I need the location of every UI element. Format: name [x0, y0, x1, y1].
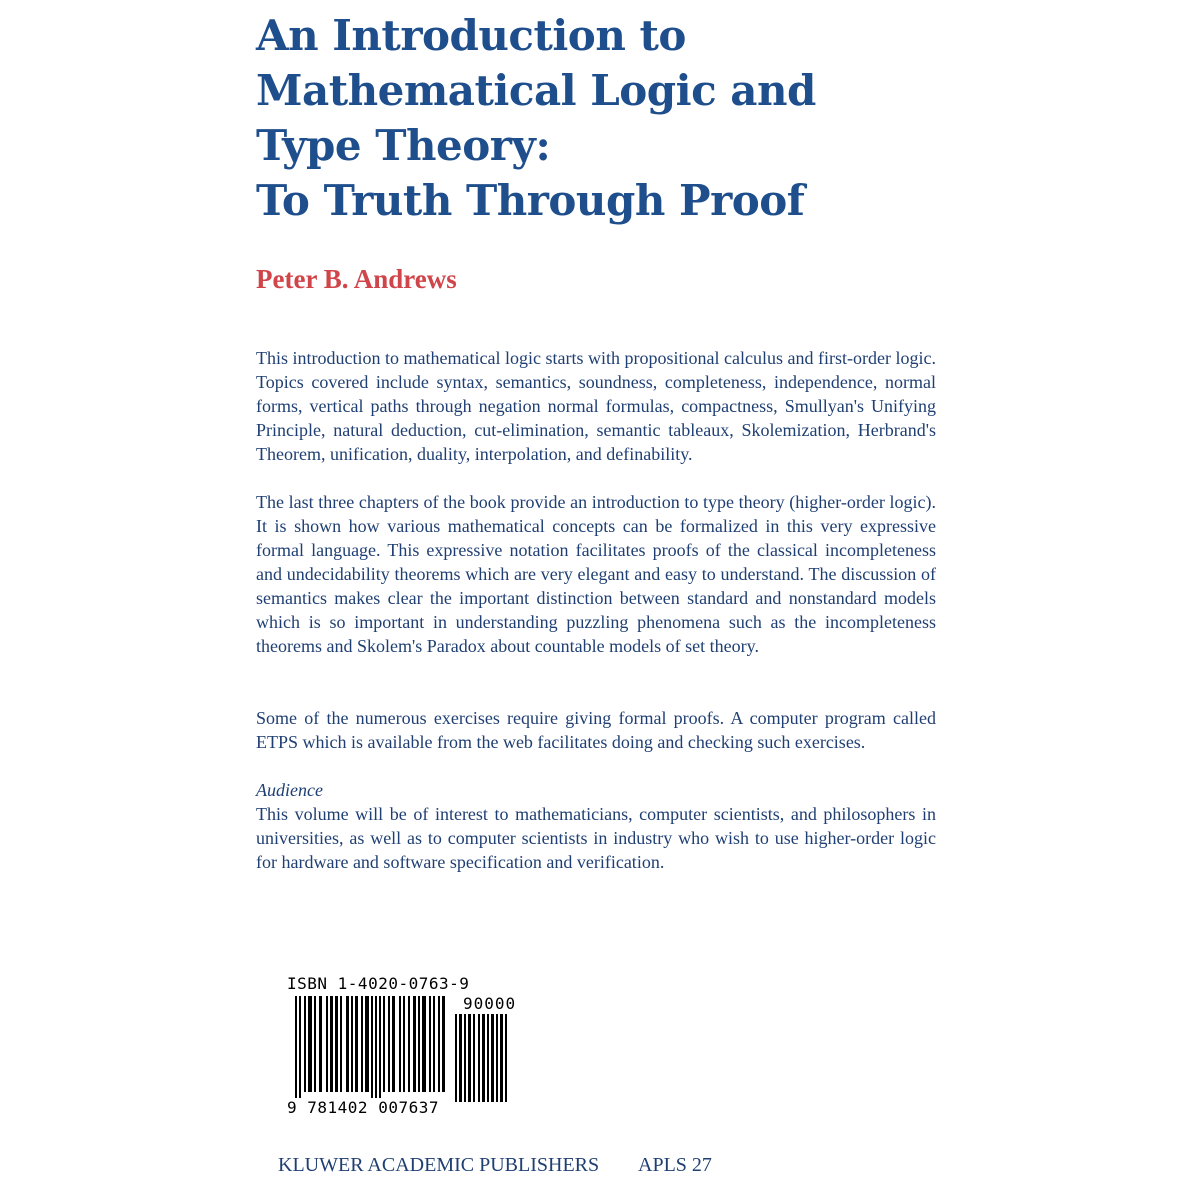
barcode-bar: [379, 996, 381, 1100]
barcode-bar: [505, 1014, 507, 1102]
barcode-bar: [371, 996, 373, 1100]
barcode-bar: [319, 996, 322, 1092]
barcode-bar: [314, 996, 316, 1092]
audience-heading: Audience: [256, 780, 323, 800]
barcode-bar: [408, 996, 410, 1092]
book-title: [256, 8, 956, 228]
barcode-bar: [464, 1014, 466, 1102]
barcode-bar: [422, 996, 426, 1092]
barcode-bar: [478, 1014, 480, 1102]
barcode-bar: [326, 996, 328, 1092]
barcode-bar: [330, 996, 333, 1092]
barcode-bar: [459, 1014, 462, 1102]
barcode-bar: [487, 1014, 489, 1102]
barcode-bar: [399, 996, 401, 1092]
barcode-bar: [392, 996, 395, 1092]
series-label: APLS 27: [638, 1154, 712, 1176]
barcode-bar: [442, 996, 445, 1092]
isbn-label: ISBN 1-4020-0763-9: [287, 974, 470, 993]
isbn-barcode: [287, 974, 537, 1124]
barcode-bar: [429, 996, 431, 1092]
barcode-bar: [418, 996, 420, 1092]
barcode-bars: [295, 996, 445, 1106]
barcode-bar: [361, 996, 363, 1092]
barcode-bar: [491, 1014, 494, 1102]
author-name: Peter B. Andrews: [256, 264, 457, 294]
barcode-bar: [375, 996, 377, 1100]
barcode-bar: [351, 996, 353, 1092]
barcode-bar: [433, 996, 435, 1092]
barcode-bar: [335, 996, 338, 1092]
barcode-addon-label: 90000: [463, 994, 517, 1013]
publisher-name: KLUWER ACADEMIC PUBLISHERS: [278, 1154, 600, 1176]
title-line: Type Theory:: [256, 121, 551, 170]
barcode-bar: [299, 996, 301, 1100]
barcode-bar: [295, 996, 297, 1100]
barcode-bar: [388, 996, 390, 1092]
barcode-bar: [365, 996, 369, 1092]
barcode-bar: [346, 996, 349, 1092]
barcode-addon-bars: [455, 1014, 527, 1106]
audience-text: This volume will be of interest to mathematicians, computer scientists, and philosophers in universities, as well as to computer scientists in industry who wish to use higher-order logic for hardware and software specification and verification.: [256, 804, 936, 872]
barcode-bar: [473, 1014, 475, 1102]
barcode-bar: [438, 996, 440, 1092]
description-paragraph: Some of the numerous exercises require giving formal proofs. A computer program called ETPS which is available from the web facilitates doing and checking such exercises.: [256, 708, 936, 752]
barcode-bar: [304, 996, 306, 1092]
barcode-bar: [413, 996, 416, 1092]
description-paragraph: The last three chapters of the book provide an introduction to type theory (higher-order logic). It is shown how various mathematical concepts can be formalized in this very expressive formal language. This expressive notation facilitates proofs of the classical incompleteness and undecidability theorems which are very elegant and easy to understand. The discussion of semantics makes clear the important distinction between standard and nonstandard models which is so important in understanding puzzling phenomena such as the incompleteness theorems and Skolem's Paradox about countable models of set theory.: [256, 492, 936, 656]
description-paragraph: This introduction to mathematical logic starts with propositional calculus and first-order logic. Topics covered include syntax, semantics, soundness, completeness, independence, normal forms, vertical paths through negation normal formulas, compactness, Smullyan's Unifying Principle, natural deduction, cut-elimination, semantic tableaux, Skolemization, Herbrand's Theorem, unification, duality, interpolation, and definability.: [256, 348, 936, 464]
barcode-bar: [383, 996, 385, 1092]
title-line: An Introduction to: [256, 11, 686, 60]
barcode-bar: [308, 996, 312, 1092]
barcode-bar: [340, 996, 342, 1092]
barcode-digits: 9 781402 007637: [287, 1098, 439, 1117]
barcode-bar: [468, 1014, 471, 1102]
barcode-bar: [500, 1014, 503, 1102]
barcode-bar: [403, 996, 405, 1092]
barcode-bar: [482, 1014, 485, 1102]
barcode-bar: [355, 996, 358, 1092]
barcode-bar: [496, 1014, 498, 1102]
barcode-bar: [455, 1014, 457, 1102]
title-line: Mathematical Logic and: [256, 66, 816, 115]
title-line: To Truth Through Proof: [256, 176, 805, 225]
